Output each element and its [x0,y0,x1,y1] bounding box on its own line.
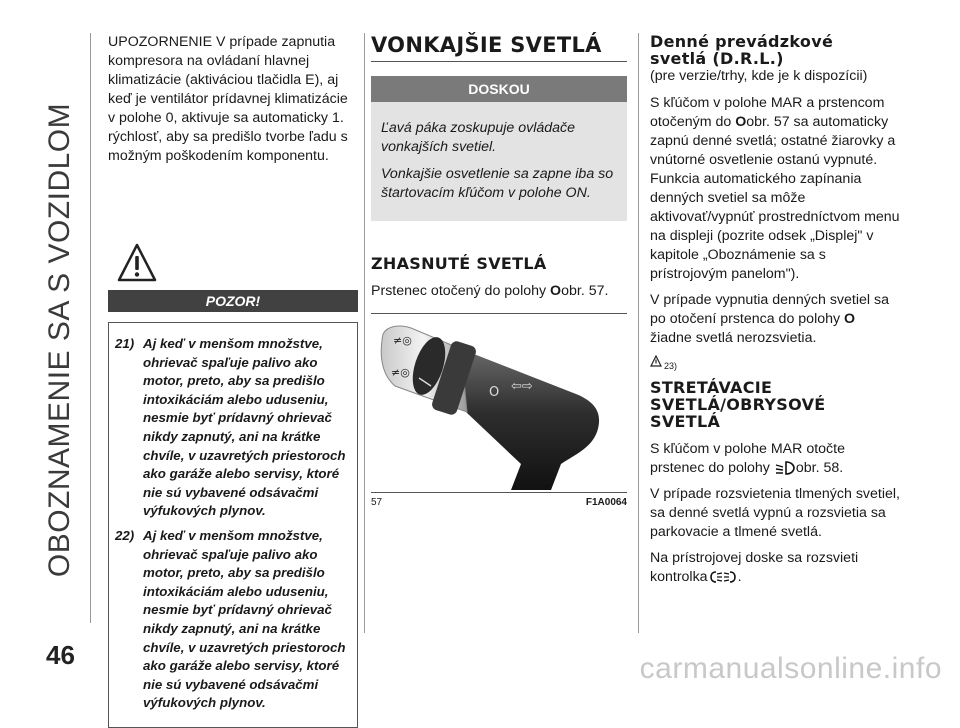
warning-box [108,322,358,728]
warning-number: 22) [115,527,135,543]
low-beam-heading-line: SVETLÁ/OBRYSOVÉ [650,395,826,414]
watermark: carmanualsonline.info [639,652,942,685]
warning-triangle-icon [117,243,157,283]
position-o-symbol: O [735,114,747,130]
text-run: obr. 58. [795,460,844,476]
column-divider [638,33,639,633]
text-run: žiadne svetlá nerozsvietia. [650,330,817,346]
side-chapter-title-text: OBOZNAMENIE SA S VOZIDLOM [43,102,76,578]
side-chapter-title [30,40,90,640]
info-box-paragraph: Vonkajšie osvetlenie sa zapne iba so štartovacím kľúčom v polohe ON. [381,166,614,201]
drl-paragraph [650,94,900,284]
warning-triangle-small-icon [650,355,662,367]
drl-heading-subtitle: (pre verzie/trhy, kde je k dispozícii) [650,68,868,84]
heading-rule [371,61,627,62]
drl-heading-line: svetlá (D.R.L.) [650,49,784,68]
figure-57 [371,313,627,493]
intro-paragraph: UPOZORNENIE V prípade zapnutia kompresora na ovládaní hlavnej klimatizácie (aktiváciou tlačidla E), aj keď je ventilátor prídavnej klimatizácie v polohe 0, aktivuje sa automaticky 1. rýchlosť, aby sa predišlo tvorbe ľadu s možným poškodením komponentu. [108,34,348,164]
info-box-title: DOSKOU [371,76,627,102]
figure-number: 57 [371,497,383,508]
position-o-symbol: O [550,283,562,299]
warning-text: Aj keď v menšom množstve, ohrievač spaľuje palivo ako motor, preto, aby sa predišlo intoxikáciám alebo uduseniu, nesmie byť prídavný ohrievač nikdy zapnutý, ani na krátke chvíle, v uzavretých priestoroch ako garáže alebo servisy, ktoré nie sú vybavené odsávačmi výfukových plynov. [143,336,346,519]
low-beam-heading-line: STRETÁVACIE [650,378,773,397]
column-1 [108,33,358,728]
text-run: obr. 57 sa automaticky zapnú denné svetlá; ostatné žiarovky a vnútorné osvetlenie ostanú vypnuté. Funkcia automatického zapínania denných svetiel sa môže aktivovať/vypnúť prostredníctvom menu na displeji (pozrite odsek „Displej" v kapitole „Oboznámenie sa s prístrojovým panelom"). [650,114,900,282]
warning-number: 21) [115,336,135,351]
text-run: Prstenec otočený do polohy [371,283,551,299]
indicator-paragraph [650,549,900,587]
drl-heading-line: Denné prevádzkové [650,32,834,51]
figure-caption [371,497,627,508]
low-beam-heading-line: SVETLÁ [650,412,721,431]
page-number: 46 [46,640,75,670]
warning-item [115,527,353,713]
text-run: S kľúčom v polohe MAR otočte prstenec do polohy [650,441,845,476]
info-box-paragraph: Ľavá páka zoskupuje ovládače vonkajších svetiel. [381,120,576,155]
warning-item [115,335,353,521]
text-run: V prípade vypnutia denných svetiel sa po otočení prstenca do polohy [650,292,889,327]
side-divider [90,33,91,623]
lights-off-paragraph [371,282,627,301]
svg-text:≠◎: ≠◎ [393,334,412,347]
low-beam-dim-paragraph: V prípade rozsvietenia tlmených svetiel, sa denné svetlá vypnú a rozsvietia sa parkovacie a tlmené svetlá. [650,486,900,540]
section-heading: VONKAJŠIE SVETLÁ [371,33,602,57]
column-2 [371,33,627,508]
text-run: S kľúčom v polohe MAR a prstencom otočeným do [650,95,885,130]
subsection-heading: ZHASNUTÉ SVETLÁ [371,254,547,273]
info-box [371,102,627,221]
text-run: Na prístrojovej doske sa rozsvieti kontrolka [650,550,859,585]
svg-text:≠◎: ≠◎ [391,366,410,379]
svg-text:⇦⇨: ⇦⇨ [511,379,533,394]
light-stalk-illustration [371,314,627,490]
text-run: obr. 57. [561,283,609,299]
svg-text:O: O [489,385,500,400]
drl-off-paragraph [650,291,900,348]
reference-mark [650,355,900,371]
figure-code: F1A0064 [585,497,627,508]
warning-title: POZOR! [108,290,358,312]
parking-lights-icon [708,569,738,585]
column-divider [364,33,365,633]
low-beam-icon [774,460,796,476]
warning-text: Aj keď v menšom množstve, ohrievač spaľuje palivo ako motor, preto, aby sa predišlo intoxikáciám alebo uduseniu, nesmie byť prídavný ohrievač nikdy zapnutý, ani na krátke chvíle, v uzavretých priestoroch ako garáže alebo servisy, ktoré nie sú vybavené odsávačmi výfukových plynov. [143,527,346,711]
position-o-symbol: O [844,311,856,327]
reference-number: 23) [664,361,678,371]
column-3 [650,33,900,594]
text-run: . [737,569,742,585]
low-beam-paragraph [650,440,900,478]
